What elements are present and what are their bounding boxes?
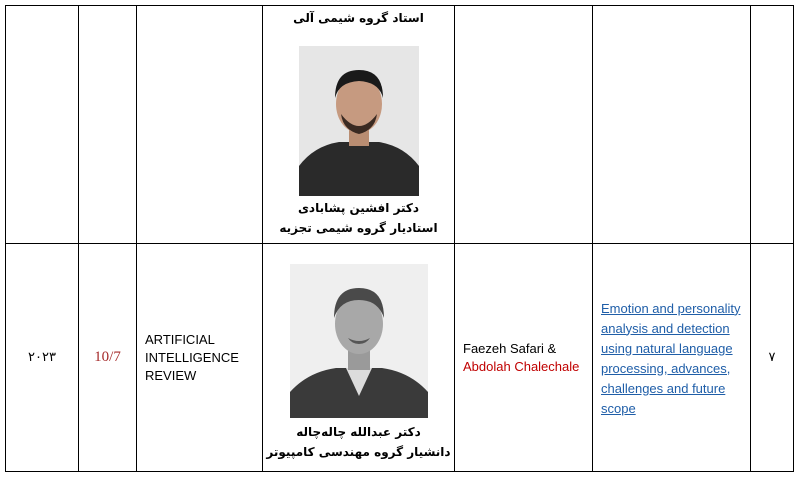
journal-cell <box>137 6 263 244</box>
table-row <box>6 244 794 472</box>
portrait-image <box>299 46 419 196</box>
paper-title-cell <box>593 244 751 472</box>
portrait-image <box>290 264 428 418</box>
impact-factor-cell <box>79 6 137 244</box>
authors-cell <box>455 6 593 244</box>
faculty-photo <box>290 264 428 418</box>
faculty-title: استادیار گروه شیمی تجزیه <box>279 221 438 235</box>
publications-table <box>5 5 794 472</box>
faculty-cell <box>263 244 455 472</box>
index-cell <box>751 6 794 244</box>
faculty-title: دانشیار گروه مهندسی کامپیوتر <box>266 445 451 459</box>
paper-title-link[interactable]: Emotion and personality analysis and detection using natural language processing, advances, challenges and future scope <box>601 300 741 416</box>
index-cell: ۷ <box>751 244 794 472</box>
year-cell <box>6 6 79 244</box>
author-highlight: Abdolah Chalechale <box>463 358 580 374</box>
faculty-cell <box>263 6 455 244</box>
author-primary: Faezeh Safari & <box>463 340 557 356</box>
authors-cell <box>455 244 593 472</box>
table-row <box>6 6 794 244</box>
year-cell: ۲۰۲۳ <box>6 244 79 472</box>
faculty-photo <box>299 46 419 196</box>
journal-cell: ARTIFICIAL INTELLIGENCE REVIEW <box>137 244 263 472</box>
faculty-name: دکتر عبدالله چاله‌چاله <box>296 425 421 439</box>
faculty-name: دکتر افشین پشابادی <box>297 201 420 215</box>
paper-title-cell <box>593 6 751 244</box>
faculty-title-top: استاد گروه شیمی آلی <box>293 11 424 25</box>
impact-factor-cell: 10/7 <box>79 244 137 472</box>
